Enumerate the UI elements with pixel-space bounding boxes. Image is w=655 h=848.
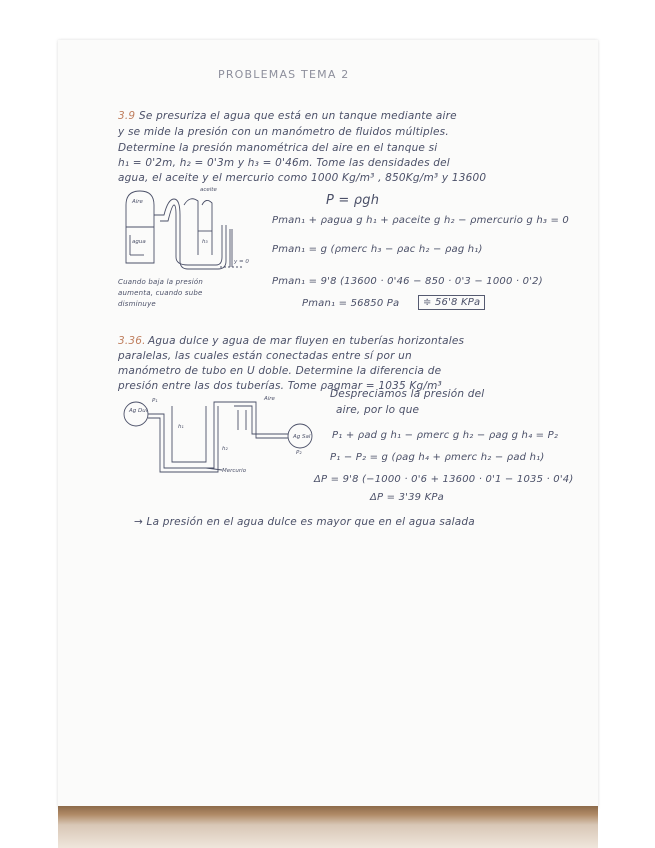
- problem-1-eq-3: Pman₁ = 9'8 (13600 · 0'46 − 850 · 0'3 − 1000 · 0'2): [272, 276, 543, 287]
- problem-1-eq-2: Pman₁ = g (ρmerc h₃ − ρac h₂ − ρag h₁): [272, 244, 483, 255]
- label-h3: h₃: [202, 239, 208, 245]
- problem-1-line-1: Se presuriza el agua que está en un tanque mediante aire: [139, 110, 457, 122]
- problem-2-line-1: Agua dulce y agua de mar fluyen en tuberías horizontales: [148, 335, 465, 347]
- label-aire: Aire: [132, 199, 143, 205]
- problem-1-line-2: y se mide la presión con un manómetro de fluidos múltiples.: [118, 126, 449, 138]
- label-agua: agua: [132, 239, 146, 245]
- problem-1-eq-4: Pman₁ = 56850 Pa: [302, 298, 400, 309]
- formula-p-rho-g-h: P = ρgh: [326, 193, 380, 208]
- label-h1-2: h₁: [178, 424, 184, 430]
- manometer-diagram-1: [118, 185, 258, 275]
- table-edge: [58, 806, 598, 848]
- problem-2-number: 3.36.: [118, 335, 146, 347]
- problem-1-line-3: Determine la presión manométrica del aire en el tanque si: [118, 142, 438, 154]
- note-line-3: disminuye: [118, 300, 156, 308]
- problem-1-eq-1: Pman₁ + ρagua g h₁ + ρaceite g h₂ − ρmercurio g h₃ = 0: [272, 215, 569, 226]
- label-mercurio: Mercurio: [222, 468, 247, 474]
- problem-2-eq-1: P₁ + ρad g h₁ − ρmerc g h₂ − ρag g h₄ = P₂: [332, 430, 559, 441]
- label-aceite: aceite: [200, 187, 217, 193]
- problem-2-side-text-2: aire, por lo que: [336, 404, 420, 416]
- problem-1-line-5: agua, el aceite y el mercurio como 1000 Kg/m³ , 850Kg/m³ y 13600: [118, 172, 487, 184]
- problem-2-eq-2: P₁ − P₂ = g (ρag h₄ + ρmerc h₂ − ρad h₁): [330, 452, 545, 463]
- problem-1-result-box: ≑ 56'8 KPa: [418, 295, 485, 310]
- problem-2-line-4: presión entre las dos tuberías. Tome ρagmar = 1035 Kg/m³: [118, 380, 442, 392]
- label-ag-dulce: Ag Dul: [129, 408, 148, 414]
- page-title: PROBLEMAS TEMA 2: [218, 68, 350, 81]
- problem-2-conclusion: → La presión en el agua dulce es mayor que en el agua salada: [134, 516, 475, 528]
- problem-2-line-3: manómetro de tubo en U doble. Determine la diferencia de: [118, 365, 442, 377]
- label-h2-2: h₂: [222, 446, 228, 452]
- problem-2-eq-3: ΔP = 9'8 (−1000 · 0'6 + 13600 · 0'1 − 1035 · 0'4): [314, 474, 574, 485]
- label-aire-2: Aire: [264, 396, 275, 402]
- problem-1-line-4: h₁ = 0'2m, h₂ = 0'3m y h₃ = 0'46m. Tome las densidades del: [118, 157, 450, 169]
- problem-2-side-text-1: Despreciamos la presión del: [330, 388, 485, 400]
- note-line-1: Cuando baja la presión: [118, 278, 203, 286]
- label-p1: P₁: [152, 398, 158, 404]
- problem-1-number: 3.9: [118, 110, 136, 122]
- label-p2: P₂: [296, 450, 302, 456]
- manometer-diagram-2: [118, 392, 318, 480]
- note-line-2: aumenta, cuando sube: [118, 289, 203, 297]
- label-ag-sal: Ag Sal: [293, 434, 311, 440]
- problem-2-line-2: paralelas, las cuales están conectadas entre sí por un: [118, 350, 412, 362]
- problem-2-eq-4: ΔP = 3'39 KPa: [370, 492, 444, 503]
- label-y0: y = 0: [234, 259, 249, 265]
